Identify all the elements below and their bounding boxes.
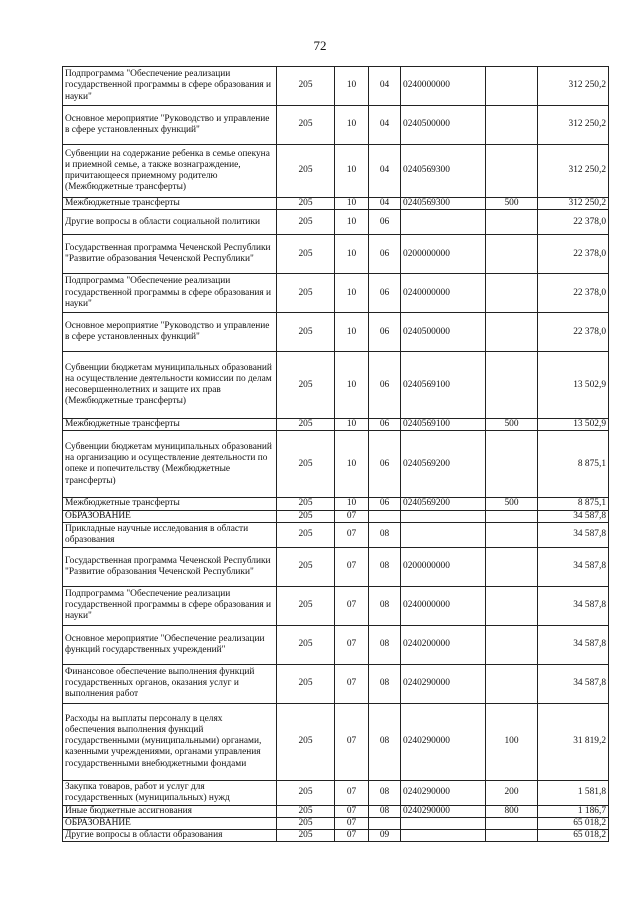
- table-row: [63, 830, 609, 842]
- row-code: 205: [277, 625, 335, 664]
- page-number: 72: [313, 38, 327, 53]
- row-sum: 65 018,2: [538, 818, 609, 830]
- row-target-article: [401, 818, 486, 830]
- row-section: 10: [335, 352, 369, 419]
- row-code: 205: [277, 498, 335, 510]
- row-name: Субвенции бюджетам муниципальных образований на организацию и осуществление деятельности по опеке и попечительству (Межбюджетные трансферты): [63, 431, 277, 498]
- row-expense-type: [486, 664, 538, 703]
- row-code: 205: [277, 106, 335, 145]
- row-target-article: 0240000000: [401, 586, 486, 625]
- row-name: Межбюджетные трансферты: [63, 198, 277, 210]
- row-target-article: [401, 830, 486, 842]
- row-section: 07: [335, 625, 369, 664]
- row-subsection: 04: [369, 198, 401, 210]
- row-name: Подпрограмма "Обеспечение реализации государственной программы в сфере образования и науки": [63, 67, 277, 106]
- row-name: ОБРАЗОВАНИЕ: [63, 818, 277, 830]
- row-section: 07: [335, 805, 369, 817]
- row-target-article: 0240290000: [401, 664, 486, 703]
- row-expense-type: 500: [486, 498, 538, 510]
- row-target-article: 0240569100: [401, 352, 486, 419]
- row-expense-type: [486, 210, 538, 235]
- row-name: Прикладные научные исследования в области образования: [63, 522, 277, 547]
- table-row: [63, 547, 609, 586]
- row-section: 10: [335, 419, 369, 431]
- table-row: [63, 625, 609, 664]
- row-subsection: 06: [369, 431, 401, 498]
- row-subsection: 06: [369, 352, 401, 419]
- row-code: 205: [277, 703, 335, 780]
- row-subsection: 08: [369, 522, 401, 547]
- row-name: Государственная программа Чеченской Республики "Развитие образования Чеченской Республики": [63, 235, 277, 274]
- row-sum: 34 587,8: [538, 547, 609, 586]
- row-code: 205: [277, 352, 335, 419]
- row-subsection: 08: [369, 780, 401, 805]
- row-name: Межбюджетные трансферты: [63, 419, 277, 431]
- row-expense-type: [486, 522, 538, 547]
- row-section: 07: [335, 664, 369, 703]
- row-sum: 312 250,2: [538, 106, 609, 145]
- row-target-article: 0240200000: [401, 625, 486, 664]
- row-expense-type: [486, 106, 538, 145]
- row-section: 07: [335, 522, 369, 547]
- row-section: 10: [335, 431, 369, 498]
- table-row: [63, 67, 609, 106]
- row-name: Иные бюджетные ассигнования: [63, 805, 277, 817]
- row-code: 205: [277, 67, 335, 106]
- row-sum: 34 587,8: [538, 664, 609, 703]
- row-target-article: 0240500000: [401, 106, 486, 145]
- row-expense-type: 500: [486, 198, 538, 210]
- table-row: [63, 352, 609, 419]
- row-subsection: 08: [369, 805, 401, 817]
- row-expense-type: [486, 818, 538, 830]
- row-expense-type: [486, 145, 538, 198]
- row-expense-type: [486, 431, 538, 498]
- row-subsection: 06: [369, 419, 401, 431]
- row-name: Основное мероприятие "Руководство и управление в сфере установленных функций": [63, 313, 277, 352]
- row-expense-type: [486, 67, 538, 106]
- row-target-article: 0240000000: [401, 67, 486, 106]
- row-code: 205: [277, 235, 335, 274]
- table-row: [63, 210, 609, 235]
- row-sum: 312 250,2: [538, 198, 609, 210]
- row-name: Субвенции на содержание ребенка в семье опекуна и приемной семье, а также вознаграждение, причитающееся приемному родителю (Межбюджетные трансферты): [63, 145, 277, 198]
- row-section: 07: [335, 510, 369, 522]
- row-subsection: 04: [369, 67, 401, 106]
- row-name: Другие вопросы в области образования: [63, 830, 277, 842]
- row-subsection: 09: [369, 830, 401, 842]
- row-target-article: 0240000000: [401, 274, 486, 313]
- row-expense-type: 800: [486, 805, 538, 817]
- table-row: [63, 498, 609, 510]
- row-subsection: 06: [369, 235, 401, 274]
- table-row: [63, 522, 609, 547]
- row-subsection: 04: [369, 106, 401, 145]
- row-target-article: 0240290000: [401, 780, 486, 805]
- row-subsection: 08: [369, 586, 401, 625]
- row-name: Подпрограмма "Обеспечение реализации государственной программы в сфере образования и науки": [63, 274, 277, 313]
- row-sum: 22 378,0: [538, 274, 609, 313]
- row-section: 07: [335, 818, 369, 830]
- row-sum: 8 875,1: [538, 498, 609, 510]
- row-sum: 1 186,7: [538, 805, 609, 817]
- row-expense-type: 200: [486, 780, 538, 805]
- row-sum: 22 378,0: [538, 235, 609, 274]
- row-code: 205: [277, 805, 335, 817]
- row-target-article: [401, 522, 486, 547]
- table-row: [63, 510, 609, 522]
- row-code: 205: [277, 818, 335, 830]
- row-target-article: 0240569300: [401, 198, 486, 210]
- row-target-article: 0240569200: [401, 431, 486, 498]
- row-target-article: 0240569300: [401, 145, 486, 198]
- table-row: [63, 780, 609, 805]
- row-code: 205: [277, 586, 335, 625]
- row-code: 205: [277, 547, 335, 586]
- row-code: 205: [277, 274, 335, 313]
- row-subsection: 06: [369, 210, 401, 235]
- row-expense-type: [486, 547, 538, 586]
- table-row: [63, 703, 609, 780]
- table-row: [63, 198, 609, 210]
- row-expense-type: [486, 586, 538, 625]
- row-section: 07: [335, 547, 369, 586]
- row-section: 10: [335, 198, 369, 210]
- row-sum: 65 018,2: [538, 830, 609, 842]
- budget-table-body: [63, 67, 609, 842]
- row-name: Государственная программа Чеченской Республики "Развитие образования Чеченской Республики": [63, 547, 277, 586]
- row-sum: 13 502,9: [538, 419, 609, 431]
- row-code: 205: [277, 313, 335, 352]
- row-sum: 34 587,8: [538, 586, 609, 625]
- row-target-article: 0240290000: [401, 703, 486, 780]
- row-expense-type: [486, 352, 538, 419]
- row-section: 10: [335, 235, 369, 274]
- row-subsection: 06: [369, 313, 401, 352]
- row-sum: 34 587,8: [538, 522, 609, 547]
- row-code: 205: [277, 522, 335, 547]
- row-expense-type: 100: [486, 703, 538, 780]
- row-name: Расходы на выплаты персоналу в целях обеспечения выполнения функций государственными (муниципальными) органами, казенными учреждениями, органами управления государственными внебюджетными фондами: [63, 703, 277, 780]
- row-expense-type: [486, 274, 538, 313]
- row-sum: 13 502,9: [538, 352, 609, 419]
- row-sum: 34 587,8: [538, 510, 609, 522]
- row-section: 07: [335, 780, 369, 805]
- table-row: [63, 431, 609, 498]
- row-name: Другие вопросы в области социальной политики: [63, 210, 277, 235]
- table-row: [63, 818, 609, 830]
- row-sum: 312 250,2: [538, 67, 609, 106]
- row-target-article: 0200000000: [401, 235, 486, 274]
- row-sum: 34 587,8: [538, 625, 609, 664]
- table-row: [63, 313, 609, 352]
- table-row: [63, 274, 609, 313]
- row-section: 10: [335, 106, 369, 145]
- row-name: Основное мероприятие "Обеспечение реализации функций государственных учреждений": [63, 625, 277, 664]
- row-name: Субвенции бюджетам муниципальных образований на осуществление деятельности комиссии по делам несовершеннолетних и защите их прав (Межбюджетные трансферты): [63, 352, 277, 419]
- row-code: 205: [277, 431, 335, 498]
- row-name: Закупка товаров, работ и услуг для государственных (муниципальных) нужд: [63, 780, 277, 805]
- row-section: 07: [335, 830, 369, 842]
- table-row: [63, 235, 609, 274]
- row-target-article: [401, 510, 486, 522]
- row-expense-type: [486, 510, 538, 522]
- row-expense-type: [486, 313, 538, 352]
- row-target-article: 0200000000: [401, 547, 486, 586]
- row-expense-type: [486, 235, 538, 274]
- row-target-article: [401, 210, 486, 235]
- row-name: Межбюджетные трансферты: [63, 498, 277, 510]
- table-row: [63, 106, 609, 145]
- row-section: 07: [335, 586, 369, 625]
- row-code: 205: [277, 419, 335, 431]
- row-target-article: 0240290000: [401, 805, 486, 817]
- table-row: [63, 586, 609, 625]
- row-sum: 8 875,1: [538, 431, 609, 498]
- row-code: 205: [277, 664, 335, 703]
- row-expense-type: [486, 830, 538, 842]
- table-row: [63, 145, 609, 198]
- row-section: 07: [335, 703, 369, 780]
- row-sum: 31 819,2: [538, 703, 609, 780]
- row-code: 205: [277, 510, 335, 522]
- row-name: ОБРАЗОВАНИЕ: [63, 510, 277, 522]
- row-sum: 22 378,0: [538, 210, 609, 235]
- row-subsection: 08: [369, 664, 401, 703]
- row-subsection: 06: [369, 274, 401, 313]
- table-row: [63, 419, 609, 431]
- row-subsection: 08: [369, 547, 401, 586]
- row-subsection: 08: [369, 625, 401, 664]
- row-subsection: 06: [369, 498, 401, 510]
- budget-table: [62, 66, 609, 842]
- row-code: 205: [277, 210, 335, 235]
- row-code: 205: [277, 780, 335, 805]
- row-section: 10: [335, 210, 369, 235]
- row-expense-type: [486, 625, 538, 664]
- row-sum: 22 378,0: [538, 313, 609, 352]
- row-section: 10: [335, 313, 369, 352]
- row-code: 205: [277, 145, 335, 198]
- row-name: Основное мероприятие "Руководство и управление в сфере установленных функций": [63, 106, 277, 145]
- row-code: 205: [277, 830, 335, 842]
- row-section: 10: [335, 274, 369, 313]
- row-sum: 312 250,2: [538, 145, 609, 198]
- row-code: 205: [277, 198, 335, 210]
- row-subsection: [369, 510, 401, 522]
- row-sum: 1 581,8: [538, 780, 609, 805]
- row-expense-type: 500: [486, 419, 538, 431]
- row-subsection: 04: [369, 145, 401, 198]
- row-target-article: 0240569200: [401, 498, 486, 510]
- row-name: Финансовое обеспечение выполнения функций государственных органов, оказания услуг и выполнения работ: [63, 664, 277, 703]
- row-subsection: [369, 818, 401, 830]
- table-row: [63, 664, 609, 703]
- row-target-article: 0240569100: [401, 419, 486, 431]
- row-subsection: 08: [369, 703, 401, 780]
- row-section: 10: [335, 498, 369, 510]
- row-target-article: 0240500000: [401, 313, 486, 352]
- row-section: 10: [335, 145, 369, 198]
- row-section: 10: [335, 67, 369, 106]
- table-row: [63, 805, 609, 817]
- row-name: Подпрограмма "Обеспечение реализации государственной программы в сфере образования и науки": [63, 586, 277, 625]
